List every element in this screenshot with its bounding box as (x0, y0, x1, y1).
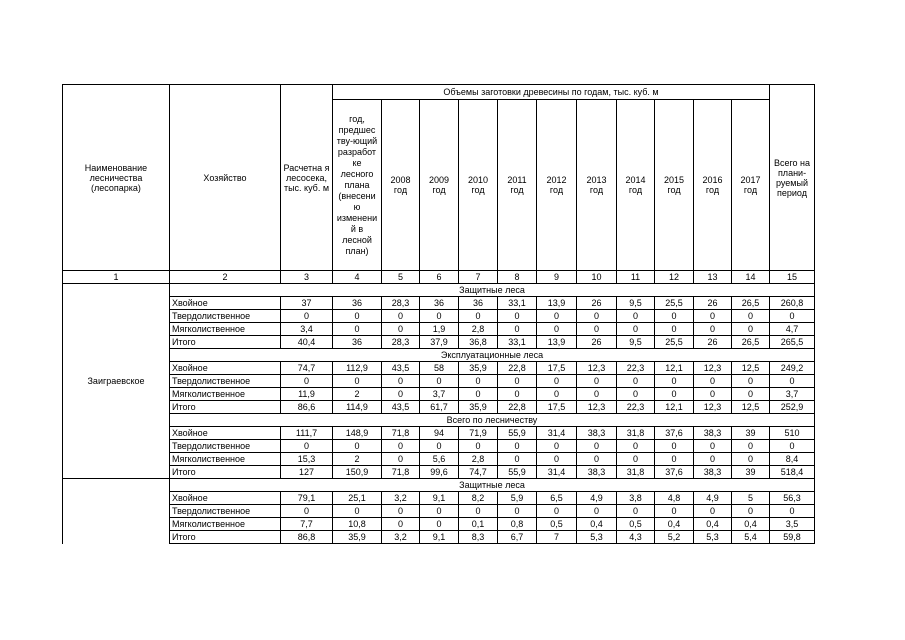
value-cell: 13,9 (537, 297, 577, 310)
value-cell: 37,9 (420, 336, 459, 349)
value-cell: 5,4 (732, 531, 770, 544)
farm-type-cell: Хвойное (170, 362, 281, 375)
value-cell: 10,8 (333, 518, 382, 531)
value-cell: 0 (537, 440, 577, 453)
value-cell: 31,8 (617, 466, 655, 479)
header-year-2010: 2010 год (459, 100, 498, 271)
value-cell: 2 (333, 453, 382, 466)
value-cell: 0,5 (617, 518, 655, 531)
value-cell: 0 (577, 440, 617, 453)
value-cell: 0 (382, 388, 420, 401)
value-cell: 0 (694, 453, 732, 466)
value-cell: 94 (420, 427, 459, 440)
value-cell: 99,6 (420, 466, 459, 479)
value-cell: 71,9 (459, 427, 498, 440)
column-number: 9 (537, 271, 577, 284)
value-cell: 86,8 (281, 531, 333, 544)
value-cell: 0 (459, 505, 498, 518)
value-cell: 4,3 (617, 531, 655, 544)
value-cell: 0 (732, 388, 770, 401)
table-row (63, 375, 815, 388)
value-cell: 37,6 (655, 427, 694, 440)
value-cell: 9,1 (420, 492, 459, 505)
section-title: Защитные леса (170, 479, 815, 492)
forestry-name-cell (63, 479, 170, 544)
value-cell: 0 (694, 505, 732, 518)
farm-type-cell: Твердолиственное (170, 375, 281, 388)
value-cell: 0 (655, 440, 694, 453)
value-cell: 5,3 (694, 531, 732, 544)
value-cell: 265,5 (770, 336, 815, 349)
value-cell: 17,5 (537, 362, 577, 375)
value-cell: 55,9 (498, 466, 537, 479)
value-cell: 28,3 (382, 336, 420, 349)
value-cell: 0 (617, 375, 655, 388)
value-cell: 0 (459, 375, 498, 388)
value-cell: 0 (459, 310, 498, 323)
value-cell: 0 (617, 453, 655, 466)
value-cell: 0 (577, 375, 617, 388)
farm-type-cell: Мягколиственное (170, 323, 281, 336)
value-cell: 150,9 (333, 466, 382, 479)
value-cell: 43,5 (382, 362, 420, 375)
table-row (63, 401, 815, 414)
value-cell: 0 (333, 505, 382, 518)
value-cell: 0 (732, 505, 770, 518)
value-cell: 0 (382, 505, 420, 518)
value-cell: 127 (281, 466, 333, 479)
table-row (63, 336, 815, 349)
section-title: Всего по лесничеству (170, 414, 815, 427)
column-number: 14 (732, 271, 770, 284)
value-cell: 15,3 (281, 453, 333, 466)
value-cell: 55,9 (498, 427, 537, 440)
value-cell: 0 (617, 505, 655, 518)
value-cell: 5,6 (420, 453, 459, 466)
value-cell: 8,4 (770, 453, 815, 466)
value-cell: 0 (694, 310, 732, 323)
value-cell: 0 (537, 388, 577, 401)
table-row (63, 518, 815, 531)
header-year-2012: 2012 год (537, 100, 577, 271)
farm-type-cell: Хвойное (170, 297, 281, 310)
value-cell: 74,7 (459, 466, 498, 479)
value-cell: 0 (333, 375, 382, 388)
section-title: Защитные леса (170, 284, 815, 297)
value-cell: 12,5 (732, 362, 770, 375)
value-cell: 0 (420, 505, 459, 518)
value-cell: 26 (694, 336, 732, 349)
table-row (63, 362, 815, 375)
section-header-row (63, 349, 815, 362)
farm-type-cell: Твердолиственное (170, 310, 281, 323)
value-cell: 518,4 (770, 466, 815, 479)
header-previous-year: год, предшес тву-ющий разработ ке лесного плана (внесени ю изменени й в лесной план) (333, 100, 382, 271)
value-cell: 0 (498, 388, 537, 401)
value-cell: 71,8 (382, 427, 420, 440)
value-cell: 37,6 (655, 466, 694, 479)
value-cell: 0 (281, 375, 333, 388)
value-cell: 61,7 (420, 401, 459, 414)
column-number: 3 (281, 271, 333, 284)
column-number: 11 (617, 271, 655, 284)
value-cell: 4,7 (770, 323, 815, 336)
value-cell: 3,4 (281, 323, 333, 336)
table-row (63, 323, 815, 336)
table-row (63, 297, 815, 310)
value-cell: 36 (333, 297, 382, 310)
value-cell: 12,1 (655, 401, 694, 414)
value-cell: 0 (537, 375, 577, 388)
value-cell: 22,8 (498, 401, 537, 414)
value-cell: 0 (694, 440, 732, 453)
value-cell: 0,8 (498, 518, 537, 531)
value-cell: 2 (333, 388, 382, 401)
value-cell: 0 (537, 453, 577, 466)
value-cell: 5,9 (498, 492, 537, 505)
value-cell: 112,9 (333, 362, 382, 375)
header-year-2016: 2016 год (694, 100, 732, 271)
value-cell: 35,9 (459, 401, 498, 414)
value-cell: 111,7 (281, 427, 333, 440)
value-cell: 1,9 (420, 323, 459, 336)
value-cell: 31,8 (617, 427, 655, 440)
value-cell: 11,9 (281, 388, 333, 401)
value-cell: 12,1 (655, 362, 694, 375)
header-harvest-volumes-group: Объемы заготовки древесины по годам, тыс. куб. м (333, 85, 770, 100)
farm-type-cell: Мягколиственное (170, 388, 281, 401)
value-cell: 28,3 (382, 297, 420, 310)
column-number: 15 (770, 271, 815, 284)
value-cell: 6,5 (537, 492, 577, 505)
table-row (63, 453, 815, 466)
value-cell: 0 (420, 375, 459, 388)
timber-harvest-table-container (62, 84, 815, 544)
value-cell: 36 (459, 297, 498, 310)
value-cell: 13,9 (537, 336, 577, 349)
table-row (63, 531, 815, 544)
value-cell: 33,1 (498, 336, 537, 349)
value-cell: 31,4 (537, 427, 577, 440)
value-cell: 0,4 (577, 518, 617, 531)
value-cell: 0 (420, 518, 459, 531)
value-cell: 74,7 (281, 362, 333, 375)
value-cell: 5,3 (577, 531, 617, 544)
header-forestry-name: Наименование лесничества (лесопарка) (63, 85, 170, 271)
value-cell: 260,8 (770, 297, 815, 310)
value-cell: 22,3 (617, 401, 655, 414)
table-row (63, 427, 815, 440)
value-cell: 35,9 (333, 531, 382, 544)
value-cell: 5 (732, 492, 770, 505)
value-cell: 25,5 (655, 297, 694, 310)
column-number: 7 (459, 271, 498, 284)
value-cell: 36 (333, 336, 382, 349)
value-cell: 0 (732, 375, 770, 388)
value-cell: 26 (577, 336, 617, 349)
value-cell: 0 (655, 310, 694, 323)
table-row (63, 466, 815, 479)
value-cell: 31,4 (537, 466, 577, 479)
column-number: 2 (170, 271, 281, 284)
value-cell: 0 (498, 453, 537, 466)
value-cell: 2,8 (459, 323, 498, 336)
value-cell: 0 (770, 440, 815, 453)
value-cell: 252,9 (770, 401, 815, 414)
value-cell: 510 (770, 427, 815, 440)
table-row (63, 440, 815, 453)
table-row (63, 388, 815, 401)
value-cell: 59,8 (770, 531, 815, 544)
value-cell: 38,3 (694, 427, 732, 440)
column-number: 13 (694, 271, 732, 284)
value-cell: 0 (382, 310, 420, 323)
value-cell: 0 (498, 375, 537, 388)
value-cell: 0 (770, 310, 815, 323)
section-title: Эксплуатационные леса (170, 349, 815, 362)
value-cell: 0 (281, 505, 333, 518)
value-cell: 0 (459, 388, 498, 401)
value-cell: 0 (732, 323, 770, 336)
farm-type-cell: Твердолиственное (170, 440, 281, 453)
value-cell: 26 (577, 297, 617, 310)
column-number: 1 (63, 271, 170, 284)
value-cell: 0 (694, 388, 732, 401)
value-cell: 22,3 (617, 362, 655, 375)
value-cell: 12,3 (694, 362, 732, 375)
value-cell: 0 (498, 323, 537, 336)
value-cell: 36,8 (459, 336, 498, 349)
header-year-2013: 2013 год (577, 100, 617, 271)
farm-type-cell: Итого (170, 401, 281, 414)
header-year-2009: 2009 год (420, 100, 459, 271)
value-cell: 5,2 (655, 531, 694, 544)
value-cell: 58 (420, 362, 459, 375)
value-cell: 0 (537, 505, 577, 518)
value-cell: 26 (694, 297, 732, 310)
value-cell: 12,3 (577, 362, 617, 375)
value-cell: 0 (382, 323, 420, 336)
farm-type-cell: Итого (170, 466, 281, 479)
value-cell: 0,4 (732, 518, 770, 531)
value-cell: 0 (333, 323, 382, 336)
value-cell: 17,5 (537, 401, 577, 414)
value-cell: 79,1 (281, 492, 333, 505)
value-cell: 8,3 (459, 531, 498, 544)
value-cell: 0 (732, 440, 770, 453)
value-cell: 0 (382, 375, 420, 388)
value-cell: 22,8 (498, 362, 537, 375)
value-cell: 0 (655, 453, 694, 466)
value-cell: 33,1 (498, 297, 537, 310)
value-cell: 7 (537, 531, 577, 544)
section-header-row (63, 284, 815, 297)
value-cell: 71,8 (382, 466, 420, 479)
value-cell: 0 (498, 440, 537, 453)
column-numbers-row (63, 271, 815, 284)
value-cell: 43,5 (382, 401, 420, 414)
value-cell: 2,8 (459, 453, 498, 466)
value-cell: 0 (577, 505, 617, 518)
value-cell: 0 (420, 310, 459, 323)
value-cell: 26,5 (732, 336, 770, 349)
header-year-2015: 2015 год (655, 100, 694, 271)
value-cell: 0,4 (655, 518, 694, 531)
section-header-row (63, 479, 815, 492)
value-cell: 3,5 (770, 518, 815, 531)
value-cell: 0 (382, 453, 420, 466)
value-cell: 3,2 (382, 492, 420, 505)
value-cell: 0 (655, 323, 694, 336)
value-cell: 37 (281, 297, 333, 310)
value-cell: 0 (382, 518, 420, 531)
column-number: 4 (333, 271, 382, 284)
value-cell: 0 (498, 505, 537, 518)
header-total-period: Всего на плани-руемый период (770, 85, 815, 271)
value-cell: 56,3 (770, 492, 815, 505)
table-row (63, 505, 815, 518)
header-year-2014: 2014 год (617, 100, 655, 271)
column-number: 6 (420, 271, 459, 284)
value-cell: 38,3 (577, 427, 617, 440)
value-cell: 0 (333, 310, 382, 323)
farm-type-cell: Итого (170, 336, 281, 349)
value-cell: 0 (498, 310, 537, 323)
value-cell: 25,1 (333, 492, 382, 505)
value-cell: 39 (732, 466, 770, 479)
value-cell: 0 (537, 310, 577, 323)
value-cell: 36 (420, 297, 459, 310)
value-cell: 12,3 (577, 401, 617, 414)
header-farm-type: Хозяйство (170, 85, 281, 271)
section-header-row (63, 414, 815, 427)
farm-type-cell: Итого (170, 531, 281, 544)
value-cell: 0 (655, 505, 694, 518)
farm-type-cell: Хвойное (170, 427, 281, 440)
forestry-name-cell: Заиграевское (63, 284, 170, 479)
value-cell: 12,5 (732, 401, 770, 414)
value-cell: 114,9 (333, 401, 382, 414)
value-cell: 0 (617, 388, 655, 401)
value-cell: 0 (655, 388, 694, 401)
farm-type-cell: Мягколиственное (170, 453, 281, 466)
value-cell: 3,7 (420, 388, 459, 401)
value-cell: 40,4 (281, 336, 333, 349)
value-cell: 35,9 (459, 362, 498, 375)
value-cell: 38,3 (577, 466, 617, 479)
value-cell: 0 (420, 440, 459, 453)
value-cell: 6,7 (498, 531, 537, 544)
value-cell: 26,5 (732, 297, 770, 310)
value-cell: 39 (732, 427, 770, 440)
value-cell: 3,2 (382, 531, 420, 544)
table-row (63, 310, 815, 323)
value-cell: 0 (459, 440, 498, 453)
value-cell: 4,8 (655, 492, 694, 505)
column-number: 5 (382, 271, 420, 284)
value-cell: 0,1 (459, 518, 498, 531)
value-cell: 0 (732, 453, 770, 466)
value-cell: 0 (577, 310, 617, 323)
value-cell: 0 (281, 440, 333, 453)
column-number: 8 (498, 271, 537, 284)
column-number: 12 (655, 271, 694, 284)
header-year-2017: 2017 год (732, 100, 770, 271)
value-cell: 4,9 (577, 492, 617, 505)
value-cell: 0 (577, 453, 617, 466)
farm-type-cell: Твердолиственное (170, 505, 281, 518)
value-cell: 0 (732, 310, 770, 323)
value-cell: 0 (617, 440, 655, 453)
value-cell: 148,9 (333, 427, 382, 440)
value-cell: 4,9 (694, 492, 732, 505)
value-cell: 25,5 (655, 336, 694, 349)
value-cell: 0 (770, 375, 815, 388)
value-cell: 0 (577, 323, 617, 336)
value-cell: 0 (382, 440, 420, 453)
value-cell: 0 (333, 440, 382, 453)
value-cell: 0 (617, 310, 655, 323)
header-year-2011: 2011 год (498, 100, 537, 271)
value-cell: 0,5 (537, 518, 577, 531)
value-cell: 8,2 (459, 492, 498, 505)
header-allowable-cut: Расчетна я лесосека, тыс. куб. м (281, 85, 333, 271)
value-cell: 12,3 (694, 401, 732, 414)
timber-harvest-table (62, 84, 815, 544)
value-cell: 0 (577, 388, 617, 401)
value-cell: 0 (617, 323, 655, 336)
value-cell: 86,6 (281, 401, 333, 414)
table-row (63, 492, 815, 505)
value-cell: 0 (694, 323, 732, 336)
farm-type-cell: Мягколиственное (170, 518, 281, 531)
value-cell: 7,7 (281, 518, 333, 531)
value-cell: 9,5 (617, 297, 655, 310)
value-cell: 9,5 (617, 336, 655, 349)
value-cell: 3,8 (617, 492, 655, 505)
farm-type-cell: Хвойное (170, 492, 281, 505)
value-cell: 0,4 (694, 518, 732, 531)
value-cell: 0 (537, 323, 577, 336)
value-cell: 3,7 (770, 388, 815, 401)
value-cell: 0 (770, 505, 815, 518)
value-cell: 0 (694, 375, 732, 388)
header-year-2008: 2008 год (382, 100, 420, 271)
value-cell: 249,2 (770, 362, 815, 375)
value-cell: 0 (655, 375, 694, 388)
value-cell: 38,3 (694, 466, 732, 479)
value-cell: 9,1 (420, 531, 459, 544)
column-number: 10 (577, 271, 617, 284)
value-cell: 0 (281, 310, 333, 323)
